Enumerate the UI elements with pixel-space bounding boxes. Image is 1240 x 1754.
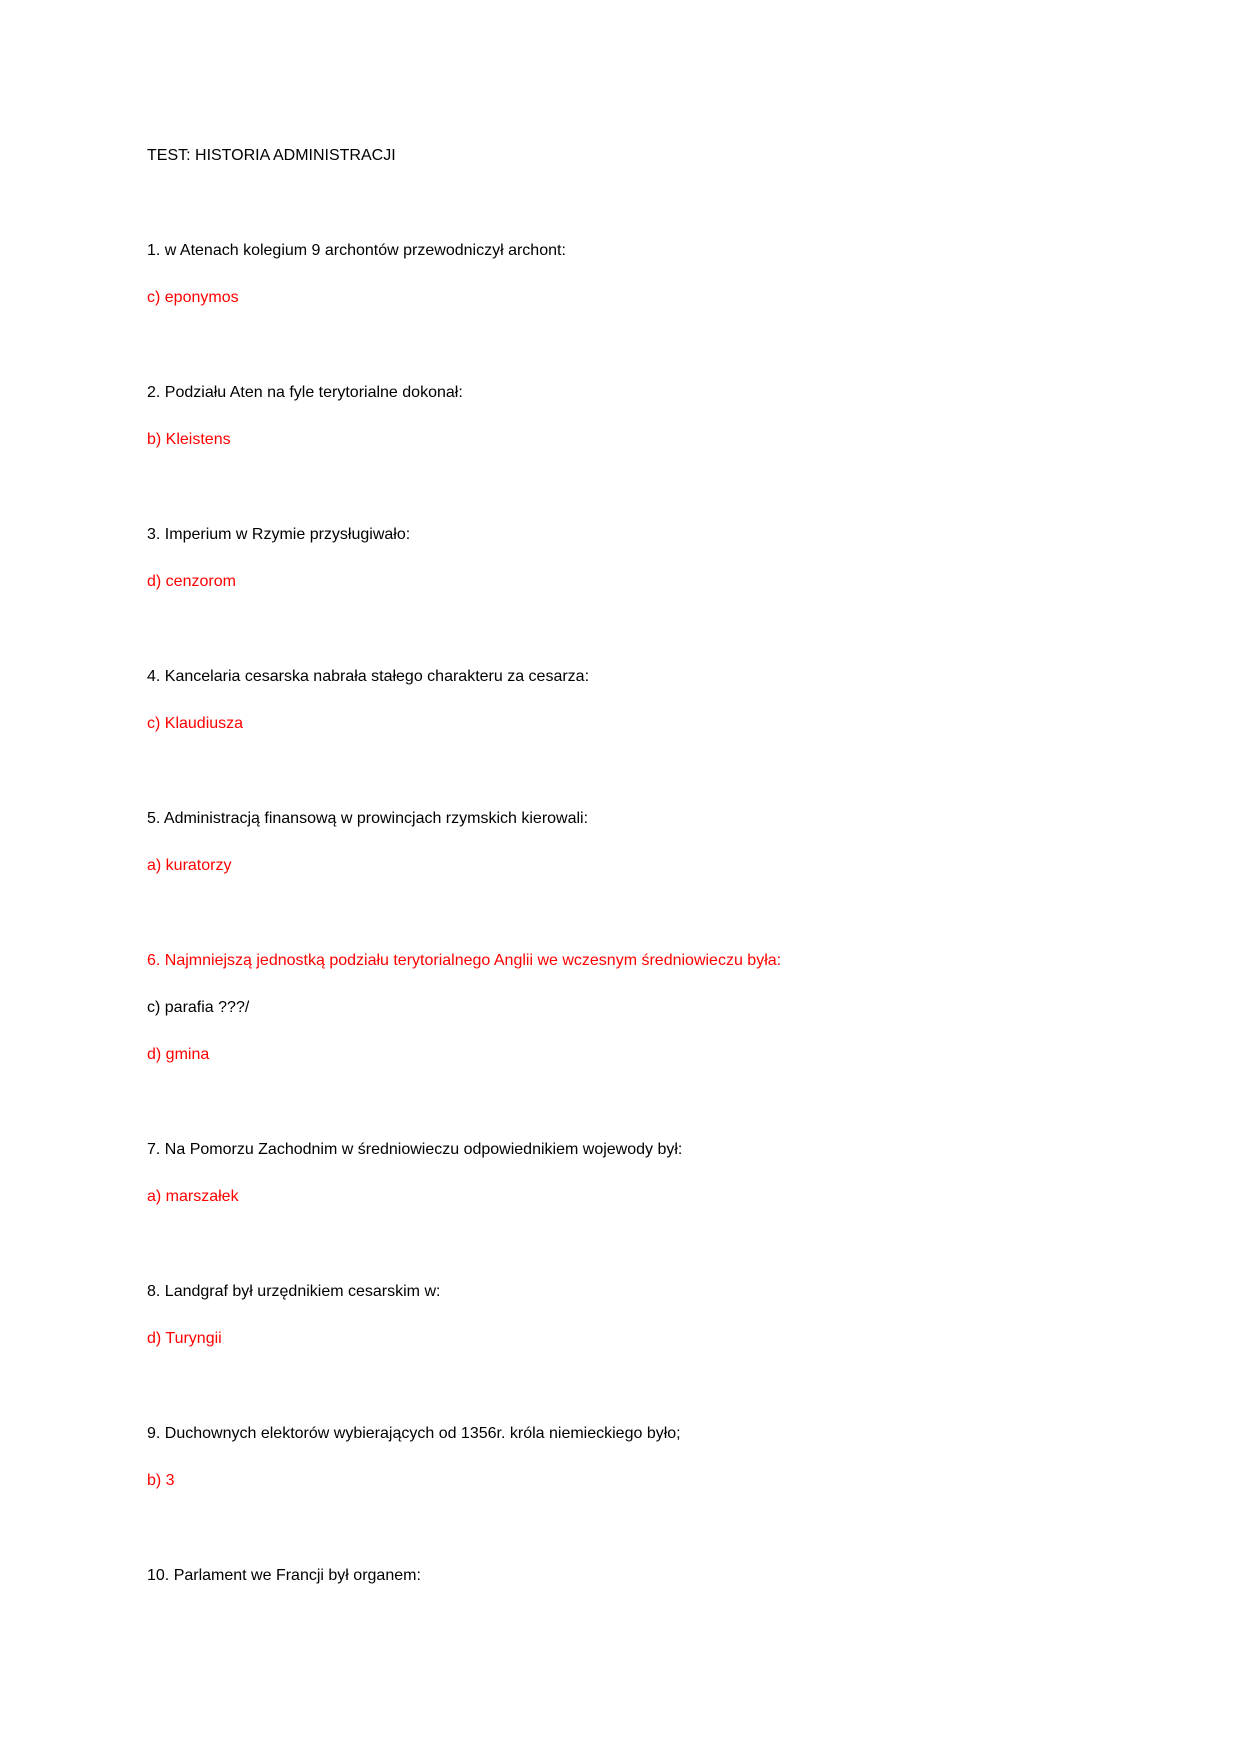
question-1: 1. w Atenach kolegium 9 archontów przewodniczył archont:	[147, 242, 566, 259]
question-7: 7. Na Pomorzu Zachodnim w średniowieczu odpowiednikiem wojewody był:	[147, 1141, 683, 1158]
question-6: 6. Najmniejszą jednostką podziału terytorialnego Anglii we wczesnym średniowieczu była:	[147, 952, 782, 969]
answer-8: d) Turyngii	[147, 1330, 222, 1347]
question-10: 10. Parlament we Francji był organem:	[147, 1567, 421, 1584]
answer-2: b) Kleistens	[147, 431, 231, 448]
answer-4: c) Klaudiusza	[147, 715, 244, 732]
question-8: 8. Landgraf był urzędnikiem cesarskim w:	[147, 1283, 441, 1300]
document-body	[147, 146, 1147, 1586]
answer-9: b) 3	[147, 1472, 175, 1489]
question-9: 9. Duchownych elektorów wybierających od 1356r. króla niemieckiego było;	[147, 1425, 681, 1442]
option-6: c) parafia ???/	[147, 999, 250, 1016]
question-5: 5. Administracją finansową w prowincjach rzymskich kierowali:	[147, 810, 589, 827]
answer-6: d) gmina	[147, 1046, 210, 1063]
answer-1: c) eponymos	[147, 289, 239, 306]
answer-3: d) cenzorom	[147, 573, 236, 590]
answer-7: a) marszałek	[147, 1188, 239, 1205]
question-2: 2. Podziału Aten na fyle terytorialne dokonał:	[147, 384, 463, 401]
document-title: TEST: HISTORIA ADMINISTRACJI	[147, 147, 396, 164]
question-3: 3. Imperium w Rzymie przysługiwało:	[147, 526, 411, 543]
answer-5: a) kuratorzy	[147, 857, 232, 874]
question-4: 4. Kancelaria cesarska nabrała stałego charakteru za cesarza:	[147, 668, 590, 685]
